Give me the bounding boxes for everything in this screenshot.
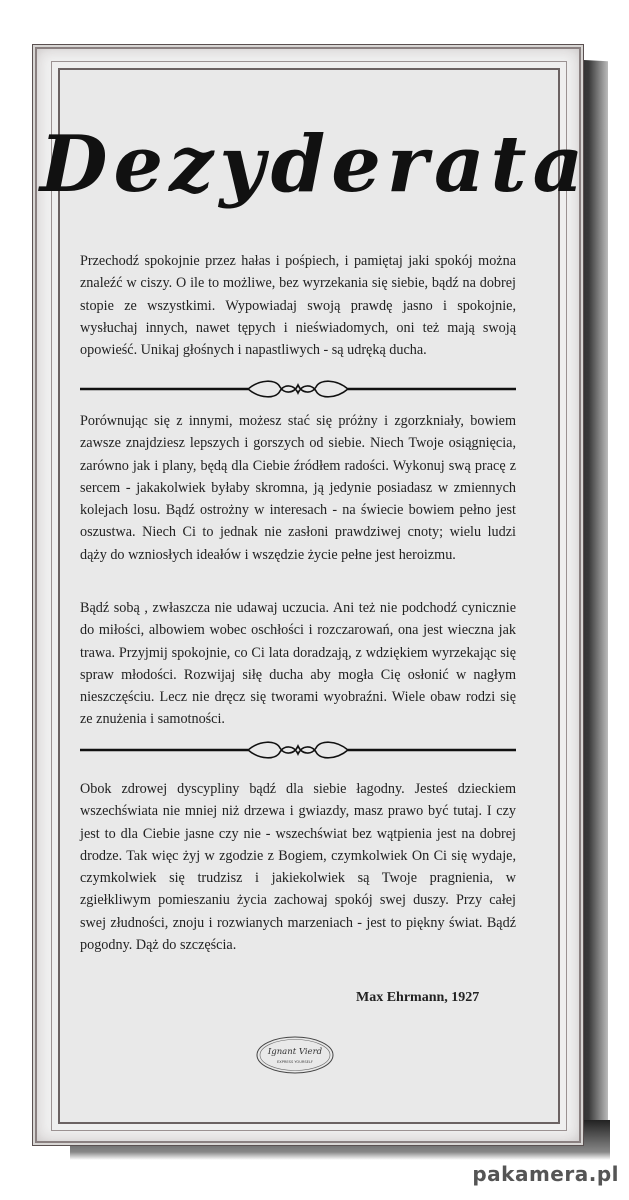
poster-title: Dezyderata <box>39 119 590 210</box>
maker-stamp-logo <box>254 1034 336 1076</box>
site-watermark: pakamera.pl <box>472 1162 619 1186</box>
paragraph-2: Porównując się z innymi, możesz stać się próżny i zgorzkniały, bowiem zawsze znajdziesz lepszych i gorszych od siebie. Niech Twoje osiągnięcia, zarówno jak i plany, będą dla Ciebie źródłem radości. Wykonuj swą pracę z sercem - jakakolwiek byłaby skromna, ją jedynie posiadasz w zmiennych kolejach losu. Bądź ostrożny w interesach - na świecie bowiem pełno jest oszustwa. Niech Ci to jednak nie zasłoni prawdziwej cnoty; wielu ludzi dąży do wzniosłych ideałów i wszędzie życie pełne jest heroizmu. <box>80 413 516 563</box>
paragraph-3: Bądź sobą , zwłaszcza nie udawaj uczucia. Ani też nie podchodź cynicznie do miłości, albowiem wobec oschłości i rozczarowań, ona jest wieczna jak trawa. Przyjmij spokojnie, co Ci lata doradzają, z wdziękiem wyrzekając się spraw młodości. Rozwijaj siłę ducha aby mogła Cię osłonić w nagłym nieszczęściu. Lecz nie dręcz się tworami wyobraźni. Wiele obaw rodzi się ze znużenia i samotności. <box>80 600 516 728</box>
stamp-line-2: EXPRESS YOURSELF <box>277 1060 313 1064</box>
stamp-line-1: Ignant Vierd <box>267 1047 323 1057</box>
ornament-divider <box>80 737 516 763</box>
signature: Max Ehrmann, 1927 <box>356 990 480 1005</box>
poster-inner-frame <box>58 68 560 1124</box>
paragraph-1: Przechodź spokojnie przez hałas i pośpiech, i pamiętaj jaki spokój można znaleźć w ciszy. O ile to możliwe, bez wyrzekania się siebie, bądź na dobrej stopie ze wszystkimi. Wypowiadaj swoją prawdę jasno i spokojnie, wysłuchaj innych, nawet tępych i nieświadomych, oni też mają swoją opowieść. Unikaj głośnych i napastliwych - są udręką ducha. <box>80 253 516 359</box>
paragraph-4: Obok zdrowej dyscypliny bądź dla siebie łagodny. Jesteś dzieckiem wszechświata nie mniej niż drzewa i gwiazdy, masz prawo być tutaj. I czy jest to dla Ciebie jasne czy nie - wszechświat bez wątpienia jest na dobrej drodze. Tak więc żyj w zgodzie z Bogiem, czymkolwiek On Ci się wydaje, czymkolwiek się trudzisz i jakiekolwiek są Twoje pragnienia, w zgiełkliwym pomieszaniu życia zachowaj spokój swej duszy. Przy całej swej złudności, znoju i rozwianych marzeniach - jest to piękny świat. Bądź pogodny. Dąż do szczęścia. <box>80 781 516 954</box>
ornament-divider <box>80 376 516 402</box>
